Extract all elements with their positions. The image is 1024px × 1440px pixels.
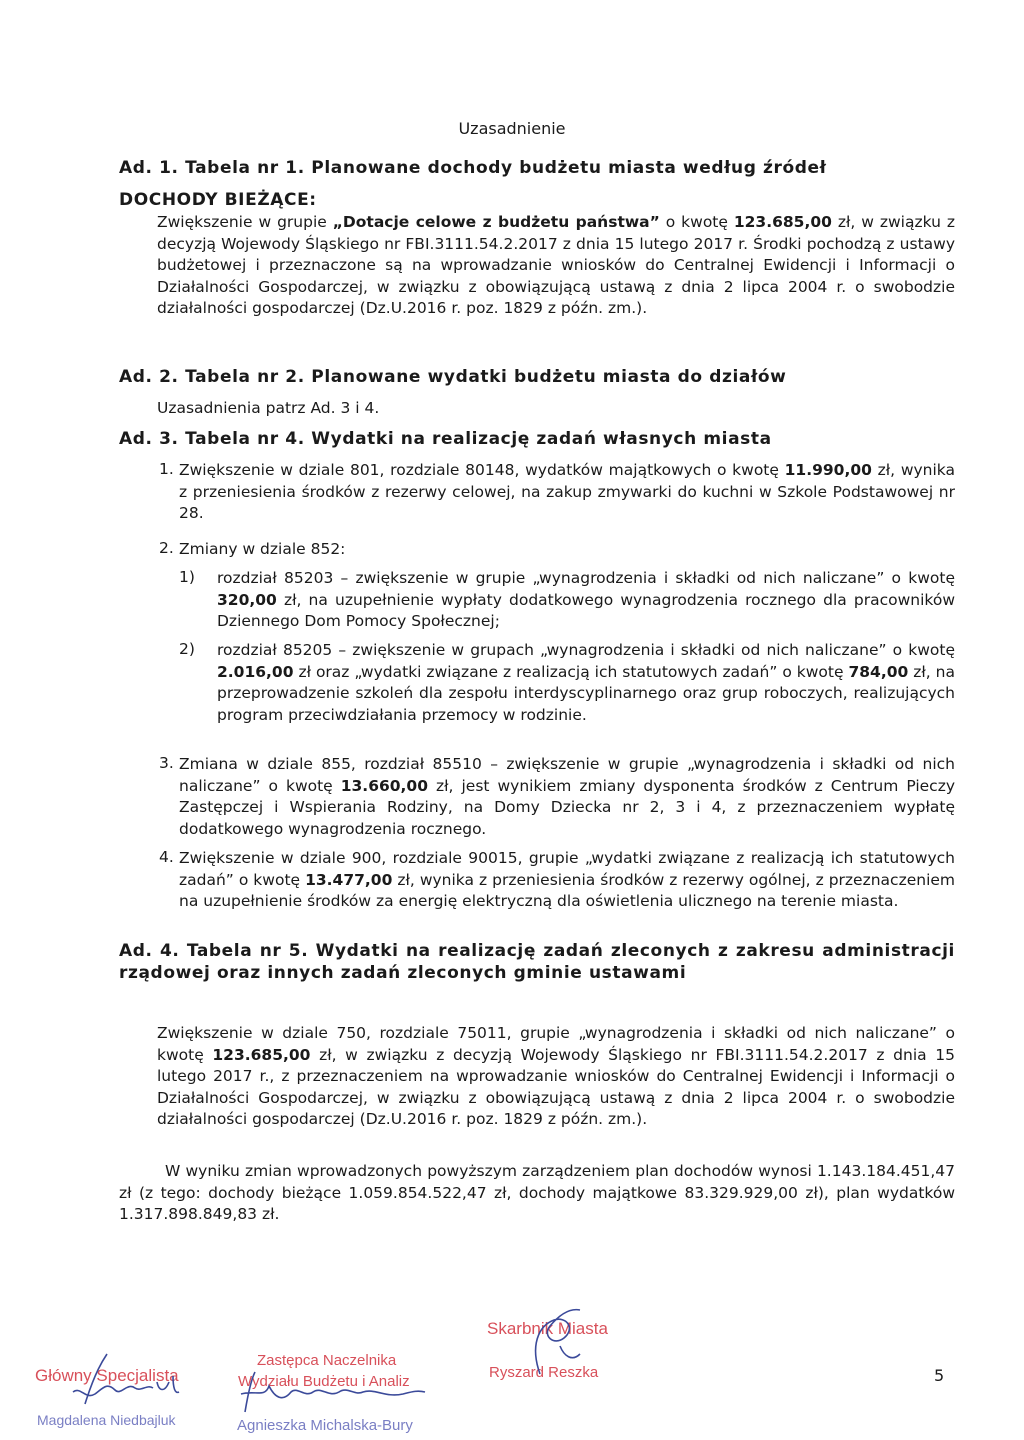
stamp-center-title2: Wydziału Budżetu i Analiz (238, 1373, 410, 1390)
stamp-left-title: Główny Specjalista (35, 1366, 179, 1385)
ad3-item1 (179, 460, 955, 525)
ad3-sub2 (217, 640, 955, 726)
ad3-item4-number: 4. (159, 848, 174, 866)
ad4-amount: 123.685,00 (212, 1045, 311, 1064)
ad3-item1-text-c: zł, wynika z przeniesienia środków z rezerwy celowej, na zakup zmywarki do kuchni w Szkole Podstawowej nr 28. (179, 461, 955, 523)
ad1-text-e: zł, w związku z decyzją Wojewody Śląskiego nr FBI.3111.54.2.2017 z dnia 15 lutego 2017 r. Środki pochodzą z ustawy budżetowej i przeznaczone są na wprowadzanie wniosków do Centralnej Ewidencji i Informacji o Działalności Gospodarczej, w związku z obowiązującą ustawą z dnia 2 lipca 2004 r. o swobodzie działalności gospodarczej (Dz.U.2016 r. poz. 1829 z późn. zm.). (157, 213, 956, 318)
ad3-item3-number: 3. (159, 754, 174, 772)
ad3-sub2-text-a: rozdział 85205 – zwiększenie w grupach „wynagrodzenia i składki od nich naliczane” o kwotę (217, 641, 955, 659)
ad3-item3-amount: 13.660,00 (340, 776, 429, 795)
ad4-paragraph (157, 1023, 955, 1131)
ad3-item3-text-c: zł, jest wynikiem zmiany dysponenta środków z Centrum Pieczy Zastępczej i Wspierania Rodziny, na Domy Dziecka nr 2, 3 i 4, z przeznaczeniem wypłatę dodatkowego wynagrodzenia rocznego. (179, 776, 955, 838)
ad1-paragraph (157, 212, 955, 320)
stamp-right-title: Skarbnik Miasta (487, 1319, 608, 1338)
stamp-center-name: Agnieszka Michalska-Bury (237, 1417, 413, 1434)
ad3-sub2-text-e: zł, na przeprowadzenie szkoleń dla zespołu interdyscyplinarnego oraz grup roboczych, realizujących program przeciwdziałania przemocy w rodzinie. (217, 662, 955, 724)
stamp-left-name: Magdalena Niedbajluk (37, 1412, 176, 1428)
ad3-item1-number: 1. (159, 460, 174, 478)
ad2-text: Uzasadnienia patrz Ad. 3 i 4. (157, 399, 380, 417)
ad3-item1-text-a: Zwiększenie w dziale 801, rozdziale 80148, wydatków majątkowych o kwotę (179, 461, 785, 479)
ad2-heading: Ad. 2. Tabela nr 2. Planowane wydatki budżetu miasta do działów (119, 367, 787, 387)
plan-summary: W wyniku zmian wprowadzonych powyższym zarządzeniem plan dochodów wynosi 1.143.184.451,47 zł (z tego: dochody bieżące 1.059.854.522,47 zł, dochody majątkowe 83.329.929,00 zł), plan wydatków 1.317.898.849,83 zł. (119, 1162, 955, 1224)
ad3-item2: Zmiany w dziale 852: (179, 540, 346, 558)
ad3-item4 (179, 848, 955, 913)
ad3-sub1-number: 1) (179, 568, 195, 586)
ad1-amount: 123.685,00 (733, 213, 832, 231)
ad3-item4-amount: 13.477,00 (305, 870, 393, 889)
ad4-text-a: Zwiększenie w dziale 750, rozdziale 75011, grupie „wynagrodzenia i składki od nich naliczane” o kwotę (157, 1024, 955, 1064)
ad3-item4-text-c: zł, wynika z przeniesienia środków z rezerwy ogólnej, z przeznaczeniem na uzupełnienie środków za energię elektryczną dla oświetlenia ulicznego na terenie miasta. (179, 870, 956, 911)
ad3-item4-text-a: Zwiększenie w dziale 900, rozdziale 90015, grupie „wydatki związane z realizacją ich statutowych zadań” o kwotę (179, 849, 955, 889)
page-number: 5 (934, 1366, 945, 1385)
ad3-item3 (179, 754, 955, 840)
signature-left (55, 1352, 205, 1412)
ad3-item3-text-a: Zmiana w dziale 855, rozdział 85510 – zwiększenie w grupie „wynagrodzenia i składki od nich naliczane” o kwotę (179, 755, 955, 795)
ad1-subheading: DOCHODY BIEŻĄCE: (119, 190, 317, 210)
document-title: Uzasadnienie (458, 119, 566, 138)
ad3-sub1-text-a: rozdział 85203 – zwiększenie w grupie „wynagrodzenia i składki od nich naliczane” o kwotę (217, 569, 955, 587)
ad4-heading: Ad. 4. Tabela nr 5. Wydatki na realizację zadań zleconych z zakresu administracji rządowej oraz innych zadań zleconych gminie ustawami (119, 941, 955, 983)
ad3-item1-amount: 11.990,00 (784, 461, 872, 479)
stamp-right-name: Ryszard Reszka (489, 1364, 599, 1381)
ad1-group-name: „Dotacje celowe z budżetu państwa” (332, 213, 660, 231)
ad1-heading: Ad. 1. Tabela nr 1. Planowane dochody budżetu miasta według źródeł (119, 158, 827, 178)
ad3-sub2-text-c: zł oraz „wydatki związane z realizacją ich statutowych zadań” o kwotę (293, 662, 849, 681)
ad3-sub2-amount1: 2.016,00 (217, 662, 294, 681)
ad1-text-a: Zwiększenie w grupie (157, 213, 333, 231)
stamp-center-title1: Zastępca Naczelnika (257, 1352, 397, 1369)
ad3-item2-number: 2. (159, 539, 174, 557)
ad3-sub1 (217, 568, 955, 633)
signature-center (235, 1368, 435, 1418)
ad1-text-c: o kwotę (659, 213, 734, 231)
ad3-sub2-amount2: 784,00 (848, 662, 909, 681)
ad3-sub1-amount: 320,00 (217, 590, 277, 609)
ad3-sub1-text-c: zł, na uzupełnienie wypłaty dodatkowego wynagrodzenia rocznego dla pracowników Dziennego Dom Pomocy Społecznej; (217, 590, 955, 631)
ad4-text-c: zł, w związku z decyzją Wojewody Śląskiego nr FBI.3111.54.2.2017 z dnia 15 lutego 2017 r., z przeznaczeniem na wprowadzanie wniosków do Centralnej Ewidencji i Informacji o Działalności Gospodarczej, w związku z obowiązującą ustawą z dnia 2 lipca 2004 r. o swobodzie działalności gospodarczej (Dz.U.2016 r. poz. 1829 z późn. zm.). (157, 1045, 955, 1129)
signature-right (520, 1306, 600, 1378)
ad3-sub2-number: 2) (179, 640, 195, 658)
ad3-heading: Ad. 3. Tabela nr 4. Wydatki na realizację zadań własnych miasta (119, 429, 772, 449)
